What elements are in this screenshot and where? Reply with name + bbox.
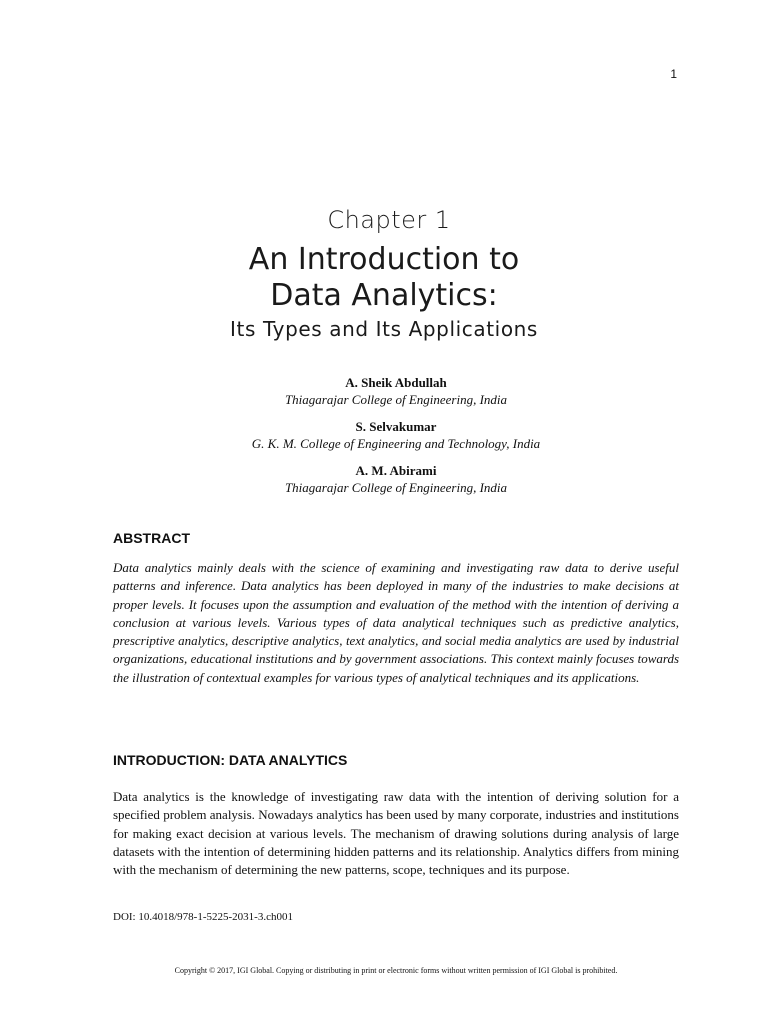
chapter-title-line-1: An Introduction to [248,242,520,277]
page-number: 1 [670,67,677,81]
doi-line: DOI: 10.4018/978-1-5225-2031-3.ch001 [113,911,293,923]
abstract-heading: ABSTRACT [113,530,190,546]
author-affiliation: G. K. M. College of Engineering and Technology, India [251,436,541,451]
introduction-text: Data analytics is the knowledge of investigating raw data with the intention of deriving solution for a specified problem analysis. Nowadays analytics has been used by many corporate, industries and institutions for making exact decision at various levels. The mechanism of drawing solutions during analysis of large datasets with the intention of determining hidden patterns and its relationship. Analytics differs from mining with the mechanism of determining the new patterns, scope, techniques and its purpose. [113,789,679,878]
author-entry [0,418,768,452]
introduction-heading: INTRODUCTION: DATA ANALYTICS [113,752,348,768]
chapter-title-block [0,204,768,344]
author-name: S. Selvakumar [355,419,437,434]
author-entry [0,462,768,496]
abstract-text: Data analytics mainly deals with the science of examining and investigating raw data to derive useful patterns and inference. Data analytics has been deployed in many of the industries to make decisions at proper levels. It focuses upon the assumption and evaluation of the method with the intention of deriving a conclusion at various levels. Various types of data analytical techniques such as predictive analytics, prescriptive analytics, descriptive analytics, text analytics, and social media analytics are used by industrial organizations, educational institutions and by government associations. This context mainly focuses towards the illustration of contextual examples for various types of analytical techniques and its applications. [113,560,679,685]
author-entry [0,374,768,408]
author-name: A. M. Abirami [355,463,437,478]
author-affiliation: Thiagarajar College of Engineering, India [284,480,508,495]
author-name: A. Sheik Abdullah [345,375,447,390]
author-affiliation: Thiagarajar College of Engineering, India [284,392,508,407]
chapter-label: Chapter 1 [327,206,451,234]
chapter-subtitle: Its Types and Its Applications [230,317,538,341]
chapter-title-line-2: Data Analytics: [270,278,498,313]
copyright-notice: Copyright © 2017, IGI Global. Copying or distributing in print or electronic forms without written permission of IGI Global is prohibited. [174,966,618,975]
author-list [0,374,768,506]
